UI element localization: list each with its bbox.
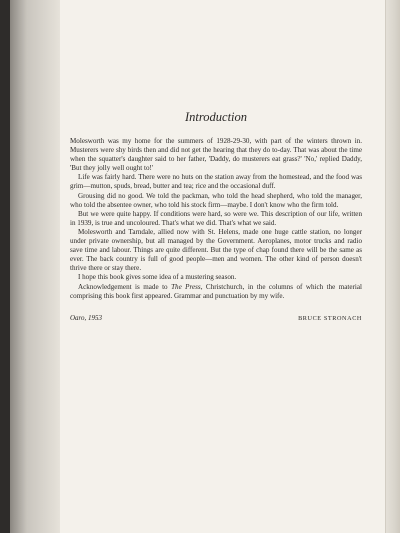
paragraph: I hope this book gives some idea of a mustering season.: [78, 273, 237, 282]
book-cover-edge: [0, 0, 10, 533]
page-title: Introduction: [184, 110, 248, 124]
acknowledgement-text: , Christchurch, in the columns of which the material comprising this book first appeared. Grammar and punctuation by my wife.: [70, 282, 362, 300]
place-date: Oaro, 1953: [70, 313, 103, 322]
signature-line: [70, 314, 362, 323]
publication-name: The Press: [171, 282, 201, 291]
paragraph: Grousing did no good. We told the packman, who told the head shepherd, who told the manager, who told the absentee owner, who told his stock firm—maybe. I don't know who the firm told.: [70, 191, 362, 209]
paragraph: But we were quite happy. If conditions were hard, so were we. This description of our life, written in 1939, is true and uncoloured. That's what we did. That's what we said.: [70, 209, 362, 227]
paragraph: Molesworth and Tarndale, allied now with St. Helens, made one huge cattle station, no longer under private ownership, but all managed by the Government. Aeroplanes, motor trucks and radio save time and labour. Things are quite different. But the type of chap found there will be the same as ever. The back country is full of good people—men and women. The other kind of person doesn't thrive there or stay there.: [70, 227, 362, 273]
paragraph: Life was fairly hard. There were no huts on the station away from the homestead, and the food was grim—mutton, spuds, bread, butter and tea; rice and the occasional duff.: [70, 173, 362, 191]
acknowledgement-paragraph: [70, 283, 362, 301]
page-edge-stack: [385, 0, 400, 533]
paragraph: Molesworth was my home for the summers of 1928-29-30, with part of the winters thrown in. Musterers were shy birds then and did not get the hearing that they do to-day. That was about the time when the squatter's daughter said to her father, 'Daddy, do musterers eat grass?' 'No,' replied Daddy, 'But they jolly well ought to!': [70, 137, 362, 173]
page-content: [70, 110, 362, 323]
acknowledgement-text: Acknowledgement is made to: [78, 282, 172, 291]
author-name: BRUCE STRONACH: [298, 314, 362, 322]
